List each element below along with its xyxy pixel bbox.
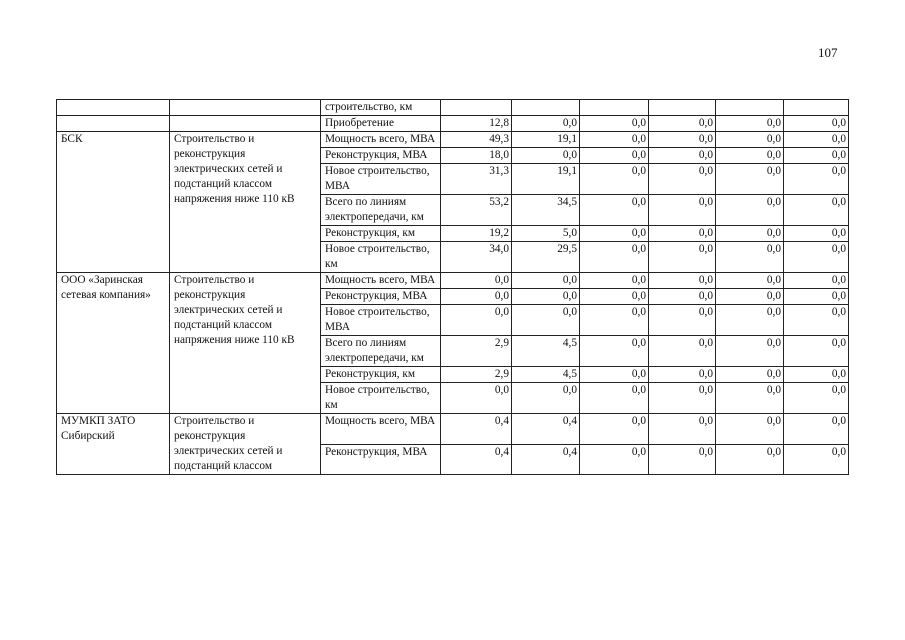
value-cell: 0,0 [649, 148, 716, 164]
value-cell: 0,0 [441, 273, 512, 289]
value-cell: 0,0 [784, 289, 849, 305]
table-row [57, 414, 849, 445]
indicator-cell [321, 305, 441, 336]
value-cell: 18,0 [441, 148, 512, 164]
value-cell: 4,5 [512, 336, 580, 367]
value-cell: 0,0 [649, 132, 716, 148]
value-cell: 31,3 [441, 164, 512, 195]
value-cell: 0,0 [716, 273, 784, 289]
table-row [57, 116, 849, 132]
value-cell: 2,9 [441, 367, 512, 383]
indicator-text: Реконструкция, МВА [325, 149, 428, 161]
indicator-text: Новое строительство, км [325, 384, 430, 411]
value-cell: 12,8 [441, 116, 512, 132]
org-cell: МУМКП ЗАТО Сибирский [57, 414, 170, 475]
value-cell: 0,0 [784, 148, 849, 164]
activity-cell [170, 100, 321, 116]
value-cell: 0,0 [716, 383, 784, 414]
value-cell [512, 100, 580, 116]
table-row [57, 132, 849, 148]
indicator-text: Реконструкция, МВА [325, 445, 428, 458]
value-cell: 0,0 [580, 164, 649, 195]
value-cell: 0,0 [512, 305, 580, 336]
value-cell: 0,0 [649, 383, 716, 414]
value-cell: 0,0 [716, 444, 784, 475]
value-cell: 0,0 [716, 414, 784, 445]
value-cell: 0,0 [580, 289, 649, 305]
value-cell: 0,4 [512, 444, 580, 475]
indicator-cell [321, 444, 441, 475]
value-cell: 0,0 [784, 226, 849, 242]
value-cell: 0,0 [512, 383, 580, 414]
activity-cell: Строительство и реконструкция электрических сетей и подстанций классом напряжения ниже 110 кВ [170, 273, 321, 414]
value-cell: 0,0 [580, 242, 649, 273]
indicator-text: Новое строительство, МВА [325, 306, 430, 333]
indicator-text: Реконструкция, МВА [325, 290, 428, 302]
indicator-cell [321, 242, 441, 273]
value-cell: 0,0 [649, 242, 716, 273]
indicator-text: Приобретение [325, 117, 394, 129]
value-cell: 0,0 [649, 367, 716, 383]
value-cell: 0,0 [784, 414, 849, 445]
value-cell: 0,0 [784, 273, 849, 289]
value-cell [580, 100, 649, 116]
value-cell: 0,0 [784, 444, 849, 475]
value-cell: 0,0 [649, 444, 716, 475]
value-cell: 34,0 [441, 242, 512, 273]
activity-cell [170, 116, 321, 132]
value-cell: 0,0 [580, 195, 649, 226]
indicator-cell [321, 273, 441, 289]
value-cell: 0,0 [512, 289, 580, 305]
value-cell: 0,0 [784, 164, 849, 195]
indicator-cell [321, 116, 441, 132]
indicator-text: Мощность всего, МВА [325, 133, 436, 145]
value-cell: 0,0 [649, 116, 716, 132]
value-cell: 0,0 [784, 367, 849, 383]
value-cell: 0,0 [512, 148, 580, 164]
value-cell: 0,0 [716, 305, 784, 336]
indicator-text: Мощность всего, МВА [325, 415, 436, 427]
value-cell: 34,5 [512, 195, 580, 226]
value-cell: 0,0 [716, 132, 784, 148]
value-cell: 0,0 [716, 148, 784, 164]
value-cell: 0,0 [784, 305, 849, 336]
value-cell: 0,0 [649, 414, 716, 445]
value-cell: 0,0 [580, 367, 649, 383]
indicator-cell [321, 336, 441, 367]
value-cell: 0,0 [649, 336, 716, 367]
value-cell: 29,5 [512, 242, 580, 273]
org-cell: ООО «Заринская сетевая компания» [57, 273, 170, 414]
indicator-cell [321, 195, 441, 226]
indicator-cell [321, 148, 441, 164]
value-cell: 0,0 [580, 305, 649, 336]
value-cell: 0,0 [649, 305, 716, 336]
investment-table [56, 99, 849, 475]
org-cell [57, 100, 170, 116]
indicator-cell [321, 132, 441, 148]
value-cell: 0,0 [716, 289, 784, 305]
value-cell: 0,0 [441, 305, 512, 336]
value-cell: 0,0 [649, 273, 716, 289]
value-cell: 0,0 [716, 242, 784, 273]
indicator-cell [321, 383, 441, 414]
value-cell: 19,1 [512, 164, 580, 195]
value-cell: 5,0 [512, 226, 580, 242]
table-row [57, 100, 849, 116]
value-cell: 0,0 [784, 116, 849, 132]
value-cell: 0,0 [649, 164, 716, 195]
value-cell: 0,0 [716, 226, 784, 242]
value-cell: 0,0 [441, 289, 512, 305]
value-cell: 0,0 [580, 273, 649, 289]
value-cell: 0,0 [784, 383, 849, 414]
indicator-cell: строительство, км [321, 100, 441, 116]
indicator-text: Реконструкция, км [325, 368, 416, 380]
value-cell: 0,0 [716, 367, 784, 383]
value-cell: 0,0 [649, 226, 716, 242]
value-cell [649, 100, 716, 116]
value-cell: 0,0 [580, 132, 649, 148]
activity-cell: Строительство и реконструкция электрических сетей и подстанций классом [170, 414, 321, 475]
value-cell: 0,0 [716, 195, 784, 226]
activity-cell: Строительство и реконструкция электрических сетей и подстанций классом напряжения ниже 110 кВ [170, 132, 321, 273]
indicator-cell [321, 226, 441, 242]
indicator-text: Всего по линиям электропередачи, км [325, 337, 424, 364]
value-cell: 4,5 [512, 367, 580, 383]
value-cell: 0,0 [580, 383, 649, 414]
value-cell: 0,0 [784, 242, 849, 273]
value-cell: 0,0 [716, 336, 784, 367]
value-cell: 49,3 [441, 132, 512, 148]
value-cell: 19,2 [441, 226, 512, 242]
value-cell: 19,1 [512, 132, 580, 148]
indicator-cell [321, 367, 441, 383]
value-cell: 0,0 [441, 383, 512, 414]
value-cell: 0,0 [580, 336, 649, 367]
value-cell: 0,0 [512, 273, 580, 289]
value-cell: 0,0 [580, 444, 649, 475]
value-cell: 0,0 [716, 116, 784, 132]
table-row [57, 273, 849, 289]
indicator-text: Всего по линиям электропередачи, км [325, 196, 424, 223]
page-number: 107 [818, 45, 838, 60]
org-cell [57, 116, 170, 132]
value-cell: 0,0 [649, 289, 716, 305]
indicator-cell [321, 164, 441, 195]
value-cell: 0,0 [580, 116, 649, 132]
table-body [57, 100, 849, 475]
org-cell: БСК [57, 132, 170, 273]
value-cell: 2,9 [441, 336, 512, 367]
indicator-cell [321, 289, 441, 305]
value-cell: 0,0 [580, 226, 649, 242]
value-cell: 53,2 [441, 195, 512, 226]
value-cell: 0,0 [649, 195, 716, 226]
value-cell: 0,0 [784, 336, 849, 367]
value-cell: 0,0 [784, 195, 849, 226]
value-cell: 0,0 [716, 164, 784, 195]
value-cell: 0,4 [512, 414, 580, 445]
indicator-text: Новое строительство, км [325, 243, 430, 270]
indicator-text: Реконструкция, км [325, 227, 416, 239]
indicator-text: Мощность всего, МВА [325, 274, 436, 286]
value-cell [784, 100, 849, 116]
value-cell: 0,0 [512, 116, 580, 132]
indicator-text: Новое строительство, МВА [325, 165, 430, 192]
value-cell: 0,0 [580, 148, 649, 164]
value-cell: 0,4 [441, 444, 512, 475]
indicator-cell [321, 414, 441, 445]
value-cell: 0,0 [580, 414, 649, 445]
value-cell: 0,4 [441, 414, 512, 445]
value-cell [716, 100, 784, 116]
value-cell: 0,0 [784, 132, 849, 148]
value-cell [441, 100, 512, 116]
